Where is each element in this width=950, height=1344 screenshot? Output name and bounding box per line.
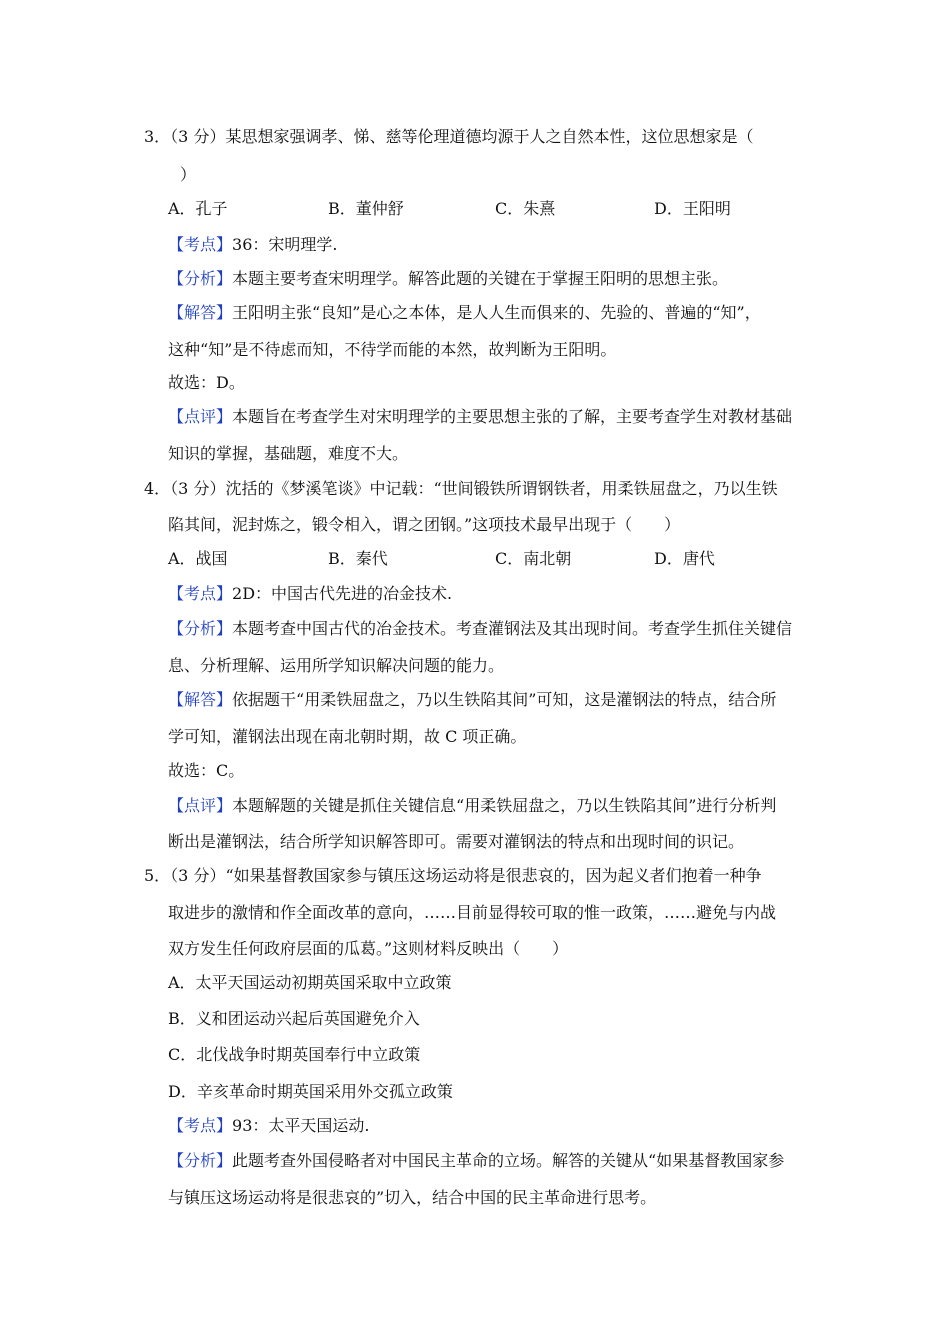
fenxi-text: 本题主要考查宋明理学。解答此题的关键在于掌握王阳明的思想主张。 [232, 269, 729, 288]
question-5-stem: 5．（3 分）“如果基督教国家参与镇压这场运动将是很悲哀的，因为起义者们抱着一种争 [144, 866, 762, 885]
question-3-jieda [168, 302, 761, 324]
question-5-kaodian [168, 1115, 369, 1137]
kaodian-tag: 【考点】 [168, 584, 233, 603]
dianping-text: 本题解题的关键是抓住关键信息“用柔铁屈盘之，乃以生铁陷其间”进行分析判 [232, 796, 777, 815]
option-b: B．秦代 [328, 549, 388, 568]
question-5-option-b: B．义和团运动兴起后英国避免介入 [168, 1009, 420, 1028]
jieda-tag: 【解答】 [168, 303, 233, 322]
question-3-dianping [168, 406, 792, 428]
kaodian-tag: 【考点】 [168, 1116, 233, 1135]
fenxi-text: 本题考查中国古代的冶金技术。考查灌钢法及其出现时间。考查学生抓住关键信 [232, 619, 793, 638]
question-4-jieda [168, 689, 776, 711]
option-c: C．南北朝 [495, 549, 572, 568]
question-4-stem-cont: 陷其间，泥封炼之，锻令相入，谓之团钢。”这项技术最早出现于（ ） [168, 515, 681, 534]
question-4-answer: 故选：C。 [168, 761, 245, 780]
option-d: D．唐代 [654, 549, 715, 568]
kaodian-text: 2D：中国古代先进的冶金技术. [232, 584, 453, 603]
question-3-fenxi [168, 268, 728, 290]
question-3-answer: 故选：D。 [168, 373, 245, 392]
question-3-options [168, 198, 868, 220]
option-b: B．董仲舒 [328, 199, 404, 218]
dianping-tag: 【点评】 [168, 796, 233, 815]
option-a: A．孔子 [168, 199, 228, 218]
kaodian-tag: 【考点】 [168, 235, 233, 254]
kaodian-text: 93：太平天国运动. [232, 1116, 370, 1135]
question-4-fenxi-cont: 息、分析理解、运用所学知识解决问题的能力。 [168, 656, 505, 675]
question-3-kaodian [168, 234, 337, 256]
question-5-fenxi-cont: 与镇压这场运动将是很悲哀的”切入，结合中国的民主革命进行思考。 [168, 1188, 657, 1207]
option-d: D．王阳明 [654, 199, 731, 218]
question-4-fenxi [168, 618, 792, 640]
question-3-dianping-cont: 知识的掌握，基础题，难度不大。 [168, 444, 409, 463]
question-3-stem: 3．（3 分）某思想家强调孝、悌、慈等伦理道德均源于人之自然本性，这位思想家是（ [144, 127, 754, 146]
jieda-text: 王阳明主张“良知”是心之本体，是人人生而俱来的、先验的、普遍的“知”， [232, 303, 761, 322]
dianping-text: 本题旨在考查学生对宋明理学的主要思想主张的了解，主要考查学生对教材基础 [232, 407, 793, 426]
option-c: C．朱熹 [495, 199, 556, 218]
option-a: A．战国 [168, 549, 228, 568]
question-3-jieda-cont: 这种“知”是不待虑而知，不待学而能的本然，故判断为王阳明。 [168, 340, 617, 359]
question-4-dianping [168, 795, 776, 817]
question-5-option-d: D．辛亥革命时期英国采用外交孤立政策 [168, 1082, 453, 1101]
question-3-stem-cont: ） [180, 165, 197, 184]
question-4-stem: 4．（3 分）沈括的《梦溪笔谈》中记载：“世间锻铁所谓钢铁者，用柔铁屈盘之，乃以生铁 [144, 479, 778, 498]
question-5-stem-cont: 取进步的激情和作全面改革的意向，……目前显得较可取的惟一政策，……避免与内战 [168, 903, 777, 922]
kaodian-text: 36：宋明理学. [232, 235, 338, 254]
jieda-text: 依据题干“用柔铁屈盘之，乃以生铁陷其间”可知，这是灌钢法的特点，结合所 [232, 690, 777, 709]
dianping-tag: 【点评】 [168, 407, 233, 426]
question-4-jieda-cont: 学可知，灌钢法出现在南北朝时期，故 C 项正确。 [168, 727, 527, 746]
question-5-stem-cont-2: 双方发生任何政府层面的瓜葛。”这则材料反映出（ ） [168, 939, 569, 958]
question-4-dianping-cont: 断出是灌钢法，结合所学知识解答即可。需要对灌钢法的特点和出现时间的识记。 [168, 832, 745, 851]
question-5-fenxi [168, 1150, 784, 1172]
question-4-options [168, 548, 868, 570]
jieda-tag: 【解答】 [168, 690, 233, 709]
fenxi-tag: 【分析】 [168, 269, 233, 288]
question-5-option-a: A．太平天国运动初期英国采取中立政策 [168, 973, 452, 992]
question-4-kaodian [168, 583, 452, 605]
fenxi-tag: 【分析】 [168, 1151, 233, 1170]
question-5-option-c: C．北伐战争时期英国奉行中立政策 [168, 1045, 421, 1064]
fenxi-text: 此题考查外国侵略者对中国民主革命的立场。解答的关键从“如果基督教国家参 [232, 1151, 785, 1170]
fenxi-tag: 【分析】 [168, 619, 233, 638]
